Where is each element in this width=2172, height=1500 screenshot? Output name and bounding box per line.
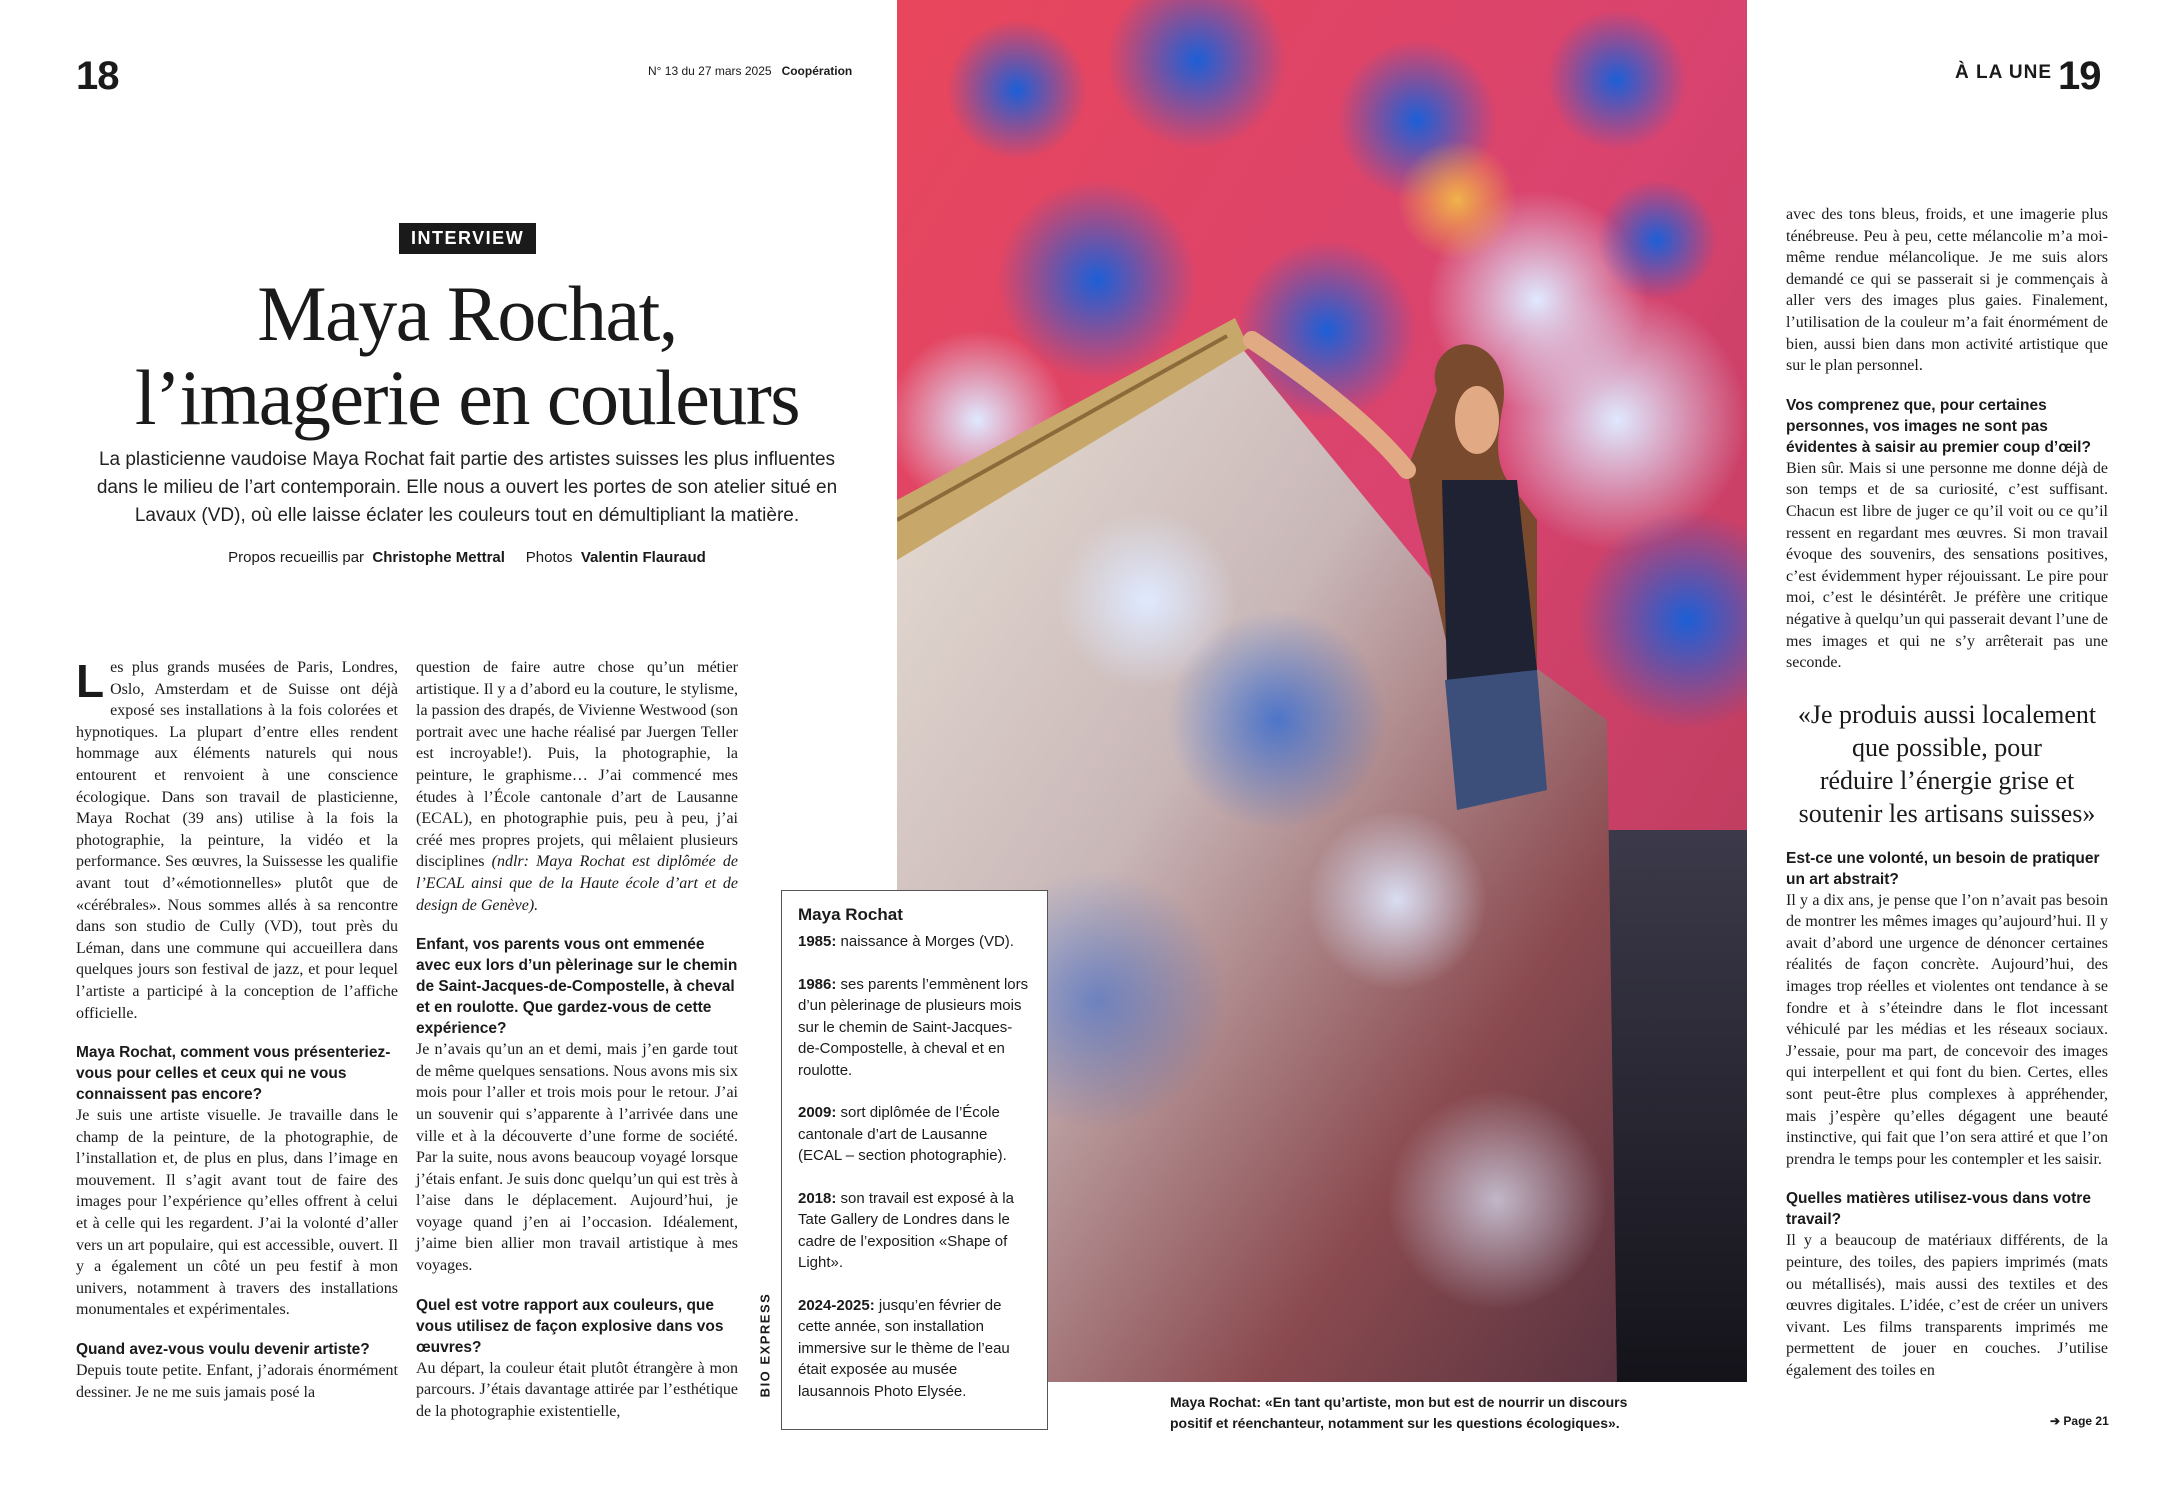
pull-quote-line-4: soutenir les artisans suisses» [1798, 798, 2096, 828]
bio-item [798, 931, 1031, 953]
pull-quote-line-2: que possible, pour [1852, 732, 2042, 762]
answer-3: Je n’avais qu’un an et demi, mais j’en garde tout de même quelques sensations. Nous avons mis six mois pour l’aller et trois mois pour le retour. J’ai un souvenir qui s’apparente à l’arrivée dans une ville et à la découverte d’une forme de société. Par la suite, nous avons beaucoup voyagé lorsque j’étais enfant. Je suis donc quelqu’un qui est très à l’aise dans le déplacement. Aujourd’hui, je voyage quand j’en ai l’occasion. Idéalement, j’aime bien allier mon travail artistique à mes voyages. [416, 1041, 738, 1275]
drop-cap: L [76, 655, 105, 707]
question-7: Quelles matières utilisez-vous dans votre travail? [1786, 1190, 2091, 1229]
bio-text: jusqu’en février de cette année, son installation immersive sur le thème de l’eau était exposée au musée lausannois Photo Elysée. [798, 1296, 1010, 1400]
right-page-number: 19 [2058, 54, 2101, 98]
lead-line-2: dans le milieu de l’art contemporain. Elle nous a ouvert les portes de son atelier situé en [96, 477, 838, 498]
answer-2: Depuis toute petite. Enfant, j’adorais énormément dessiner. Je ne me suis jamais posé la [76, 1362, 398, 1401]
article-headline [60, 272, 874, 440]
question-6: Est-ce une volonté, un besoin de pratiquer un art abstrait? [1786, 849, 2100, 888]
bio-text: sort diplômée de l’École cantonale d’art de Lausanne (ECAL – section photographie). [798, 1104, 1007, 1164]
pull-quote [1786, 698, 2108, 830]
bio-express-label-text: BIO EXPRESS [757, 1292, 773, 1398]
answer-2-continued-text: question de faire autre chose qu’un métier artistique. Il y a d’abord eu la couture, le stylisme, la passion des drapés, de Vivienne Westwood (son portrait avec une hache réalisé par Juergen Teller est incroyable!). Puis, la photographie, la peinture, le graphisme… J’ai commencé mes études à l’École cantonale d’art de Lausanne (ECAL), en photographie puis, peu à peu, j’ai créé mes propres projets, qui mêlaient plusieurs disciplines [416, 659, 738, 871]
issue-info [648, 64, 852, 78]
answer-5: Bien sûr. Mais si une personne me donne déjà de son temps et de sa curiosité, c’est suffisant. Chacun est libre de juger ce qu’il voit ou ce qu’il ressent en regardant mes œuvres. Si mon travail évoque des souvenirs, des sensations positives, c’est évidemment hyper réjouissant. Le pire pour moi, c’est le désintérêt. Je préfère une critique négative à quelqu’un qui passerait devant l’une de mes images et qui ne s’y arrêterait pas une seconde. [1786, 459, 2108, 672]
credit-interview-label: Propos recueillis par [228, 549, 365, 566]
publication-name: Coopération [781, 64, 853, 78]
question-3: Enfant, vos parents vous ont emmenée avec eux lors d’un pèlerinage sur le chemin de Saint-Jacques-de-Compostelle, à cheval et en roulotte. Que gardez-vous de cette expérience? [416, 936, 738, 1038]
bio-express-label [752, 1285, 778, 1405]
bio-year: 2024-2025: [798, 1296, 875, 1314]
section-rubric: À LA UNE [1955, 62, 2053, 83]
body-column-1 [76, 657, 398, 1403]
credit-photo-name: Valentin Flauraud [580, 549, 706, 566]
answer-7: Il y a beaucoup de matériaux différents, de la peinture, des toiles, des papiers imprimés (mats ou métallisés), mais aussi des textiles et des œuvres digitales. L’idée, c’est de créer un univers vivant. Les films transparents imprimés me permettent de jouer en couches. J’utilise également des toiles en [1786, 1232, 2108, 1379]
bio-text: son travail est exposé à la Tate Gallery de Londres dans le cadre de l’exposition «Shape of Light». [798, 1189, 1014, 1271]
bio-text: ses parents l’emmènent lors d’un pèlerinage de plusieurs mois sur le chemin de Saint-Jacques-de-Compostelle, à cheval et en roulotte. [798, 975, 1029, 1079]
body-column-3 [1786, 204, 2108, 1382]
left-page-number: 18 [76, 54, 119, 98]
editor-note: (ndlr: Maya Rochat est diplômée de l’ECAL ainsi que de la Haute école d’art et de design de Genève). [416, 853, 739, 914]
lead-line-1: La plasticienne vaudoise Maya Rochat fait partie des artistes suisses les plus influentes [98, 449, 836, 470]
lead-line-3: Lavaux (VD), où elle laisse éclater les couleurs tout en démultipliant la matière. [134, 505, 800, 526]
bio-box [781, 890, 1048, 1430]
body-column-2 [416, 657, 738, 1422]
answer-4: Au départ, la couleur était plutôt étrangère à mon parcours. J’étais davantage attirée par l’esthétique de la photographie existentielle, [416, 1359, 738, 1420]
credit-photo-label: Photos [525, 549, 573, 566]
intro-paragraph [76, 657, 398, 1024]
article-lead [60, 446, 874, 530]
bio-year: 2018: [798, 1189, 837, 1207]
article-credits [60, 549, 874, 566]
question-5: Vos comprenez que, pour certaines personnes, vos images ne sont pas évidentes à saisir au premier coup d’œil? [1786, 396, 2091, 456]
bio-item [798, 1188, 1031, 1274]
question-2: Quand avez-vous voulu devenir artiste? [76, 1341, 370, 1359]
intro-text: es plus grands musées de Paris, Londres, Oslo, Amsterdam et de Suisse ont déjà exposé ses installations à la fois colorées et hypnotiques. La plupart d’entre elles rendent hommage aux éléments naturels qui nous entourent et renvoient à une conscience écologique. Dans son travail de plasticienne, Maya Rochat (39 ans) utilise à la fois la photographie, la peinture, la vidéo et la performance. Ses œuvres, la Suissesse les qualifie avant tout d’«émotionnelles» plutôt que de «cérébrales». Nous sommes allés à sa rencontre dans son studio de Cully (VD), tout près du Léman, dans une commune qui accueillera dans quelques jours son festival de jazz, et pour lequel l’artiste a participé à la conception de l’affiche officielle. [76, 659, 398, 1022]
bio-year: 1985: [798, 933, 837, 950]
answer-4-continued: avec des tons bleus, froids, et une imagerie plus ténébreuse. Peu à peu, cette mélancolie m’a moi-même rendue mélancolique. Je me suis alors demandé ce qui se passerait si je commençais à aller vers des images plus gaies. Finalement, l’utilisation de la couleur m’a fait énormément de bien, aussi bien dans mon activité artistique que sur le plan personnel. [1786, 206, 2108, 375]
bio-year: 2009: [798, 1104, 837, 1121]
caption-line-1: Maya Rochat: «En tant qu’artiste, mon but est de nourrir un discours [1170, 1394, 1628, 1410]
answer-6: Il y a dix ans, je pense que l’on n’avait pas besoin de montrer les mêmes images qu’aujourd’hui. Il y avait d’abord une urgence de dénoncer certaines réalités de façon concrète. Aujourd’hui, des images trop réelles et violentes ont tendance à se fondre et à s’éteindre dans le flot incessant véhiculé par les médias et les réseaux sociaux. J’essaie, pour ma part, de concevoir des images qui interpellent et qui font du bien. Certes, elles sont peut-être plus complexes à appréhender, mais j’espère qu’elles dégagent une beauté instinctive, qui fait que l’on sera attiré et que l’on prendra le temps pour les contempler et les saisir. [1786, 891, 2108, 1168]
answer-1: Je suis une artiste visuelle. Je travaille dans le champ de la peinture, de la photographie, de l’installation et, de plus en plus, dans l’image en mouvement. Il s’agit avant tout de faire des images pour l’expérience qu’elles offrent à celui et à celle qui les regardent. J’ai la volonté d’aller vers un art populaire, qui est accessible, ouvert. Il y a également un côté un peu festif à mon univers, notamment à travers des installations monumentales et expérimentales. [76, 1107, 398, 1319]
bio-item [798, 974, 1031, 1082]
bio-text: naissance à Morges (VD). [836, 933, 1014, 950]
continued-page-link[interactable]: ➔ Page 21 [2050, 1414, 2109, 1428]
bio-item [798, 1102, 1031, 1167]
bio-title: Maya Rochat [798, 905, 903, 924]
headline-line-2: l’imagerie en couleurs [134, 354, 800, 441]
credit-interview-name: Christophe Mettral [372, 549, 505, 566]
bio-year: 1986: [798, 975, 837, 993]
photo-caption [1170, 1392, 1730, 1434]
pull-quote-line-3: réduire l’énergie grise et [1819, 765, 2075, 795]
answer-2-continued [416, 657, 738, 916]
caption-line-2: positif et réenchanteur, notamment sur les questions écologiques». [1170, 1415, 1620, 1431]
question-1: Maya Rochat, comment vous présenteriez-vous pour celles et ceux qui ne vous connaissent pas encore? [76, 1044, 391, 1104]
question-4: Quel est votre rapport aux couleurs, que vous utilisez de façon explosive dans vos œuvres? [416, 1296, 724, 1356]
interview-tag: INTERVIEW [399, 223, 536, 254]
issue-date: N° 13 du 27 mars 2025 [648, 64, 772, 78]
pull-quote-line-1: «Je produis aussi localement [1797, 699, 2097, 729]
bio-item [798, 1295, 1031, 1403]
headline-line-1: Maya Rochat, [257, 270, 677, 357]
